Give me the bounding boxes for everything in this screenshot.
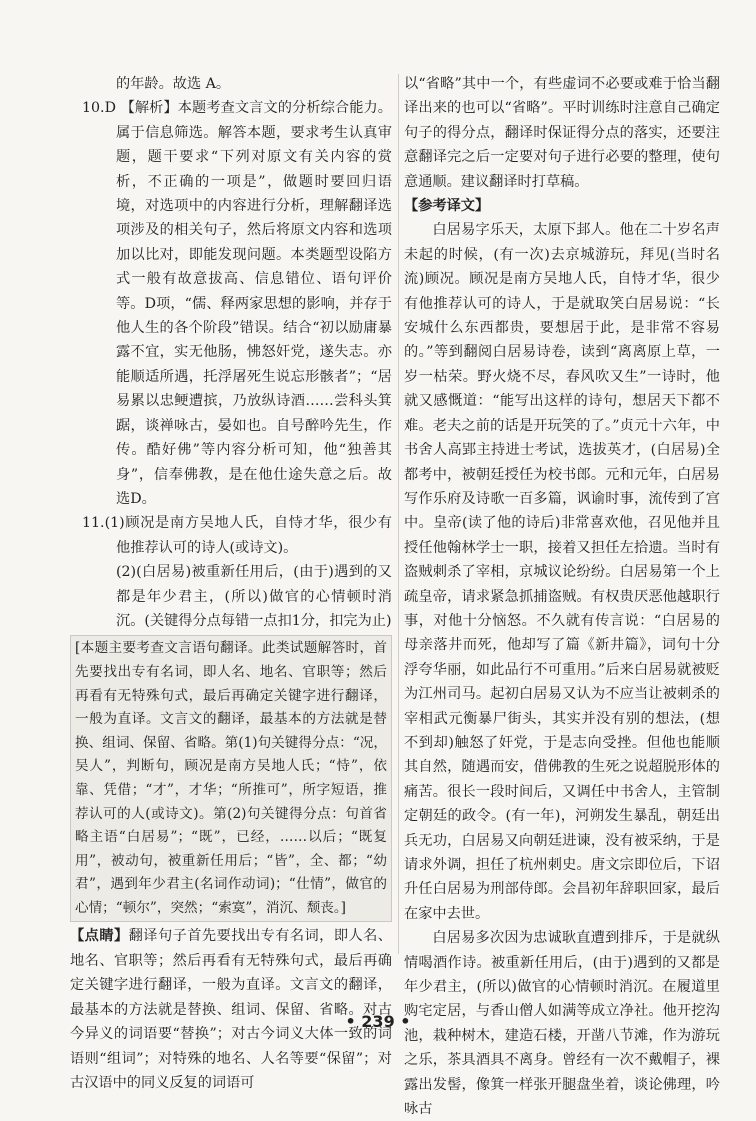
- page-number: • 239 •: [345, 1012, 411, 1031]
- answer-10-text: D 【解析】本题考查文言文的分析综合能力。属于信息筛选。解答本题，要求考生认真审题，题干要求“下列对原文有关内容的赏析，不正确的一项是”，做题时要回归语境，对选项中的内容进行分析，理解翻译选项涉及的相关句子，然后将原文内容和选项加以比对，即能发现问题。本类题型设陷方式一般有故意拔高、信息错位、语句评价等。D项，“儒、释两家思想的影响，并存于他人生的各个阶段”错误。结合“初以励庸暴露不宜，实无他肠，怫怒奸党，遂失志。亦能顺适所遇，托浮屠死生说忘形骸者”；“居易累以忠鲠遭摈，乃放纵诗酒……尝科头箕踞，谈禅咏古，晏如也。自号醉吟先生，作传。酷好佛”等内容分析可知，他“独善其身”，信奉佛教，是在他仕途失意之后。故选D。: [104, 100, 392, 507]
- answer-11-part1: (1)顾况是南方吴地人氏，自恃才华，很少有他推荐认可的诗人(或诗文)。: [104, 515, 392, 556]
- translation-paragraph-2: 白居易多次因为忠诚耿直遭到排斥，于是就纵情喝酒作诗。被重新任用后，(由于)遇到的又都是年少君主，(所以)做官的心情顿时消沉。在履道里购宅定居，与香山僧人如满等成立净社。他开挖沟池，栽种树木，建造石楼，开凿八节滩，作为游玩之乐，茶具酒具不离身。曾经有一次不戴帽子，裸露出发髻，像箕一样张开腿盘坐着，谈论佛理，吟咏古: [404, 930, 720, 1118]
- question-number-10: 10.: [82, 100, 105, 117]
- right-column: [404, 72, 720, 1121]
- tip-text: 翻译句子首先要找出专有名词，即人名、地名、官职等；然后再看有无特殊句式，最后再确定关键字进行翻译，一般为直译。文言文的翻译，最基本的方法就是替换、组词、保留、省略。对古今异义的词语要“替换”；对古今词义大体一致的词语则“组词”；对特殊的地名、人名等要“保留”；对古汉语中的同义反复的词语可: [70, 928, 392, 1091]
- answer-11-a: [70, 511, 392, 560]
- question-number-11: 11.: [82, 515, 105, 532]
- answer-9-tail: 的年龄。故选 A。: [116, 76, 231, 92]
- tip-paragraph: [70, 924, 392, 1095]
- tip-tag: 【点睛】: [70, 928, 129, 945]
- answer-11-part2: (2)(白居易)被重新任用后，(由于)遇到的又都是年少君主，(所以)做官的心情顿时消沉。(关键得分点每错一点扣1分，扣完为止): [116, 564, 392, 629]
- left-column: [70, 72, 392, 1095]
- analysis-box: [本题主要考查文言语句翻译。此类试题解答时，首先要找出专有名词，即人名、地名、官职等；然后再看有无特殊句式，最后再确定关键字进行翻译，一般为直译。文言文的翻译，最基本的方法就是替换、组词、保留、省略。第(1)句关键得分点：“况，吴人”，判断句，顾况是南方吴地人氏；“恃”，依靠、凭借；“才”，才华；“所推可”，所字短语，推荐认可的人(或诗文)。第(2)句关键得分点：句首省略主语“白居易”；“既”，已经，……以后；“既复用”，被动句，被重新任用后；“皆”，全、都；“幼君”，遇到年少君主(名词作动词)；“仕情”，做官的心情；“顿尔”，突然；“索寞”，消沉、颓丧。]: [70, 635, 392, 922]
- reference-translation-tag: 【参考译文】: [404, 198, 490, 215]
- column-divider: [398, 74, 399, 954]
- translation-paragraph-1: 白居易字乐天，太原下邽人。他在二十岁名声未起的时候，(有一次)去京城游玩，拜见(当时名流)顾况。顾况是南方吴地人氏，自恃才华，很少有他推荐认可的诗人，于是就取笑白居易说：“长安城什么东西都贵，要想居于此，是非常不容易的。”等到翻阅白居易诗卷，读到“离离原上草，一岁一枯荣。野火烧不尽，春风吹又生”一诗时，他就又感慨道：“能写出这样的诗句，想居天下都不难。老夫之前的话是开玩笑的了。”贞元十六年，中书舍人高郢主持进士考试，选拔英才，(白居易)全都考中，被朝廷授任为校书郎。元和元年，白居易写作乐府及诗歌一百多篇，讽谕时事，流传到了宫中。皇帝(读了他的诗后)非常喜欢他，召见他并且授任他翰林学士一职，接着又担任左拾遗。当时有盗贼刺杀了宰相，京城议论纷纷。白居易第一个上疏皇帝，请求紧急抓捕盗贼。有权贵厌恶他越职行事，对他十分恼怒。不久就有传言说：“白居易的母亲落井而死，他却写了篇《新井篇》，词句十分浮夸华丽，如此品行不可重用。”后来白居易就被贬为江州司马。起初白居易又认为不应当让被刺杀的宰相武元衡暴尸街头，其实并没有别的想法，(想不到却)触怒了奸党，于是志向受挫。但他也能顺其自然，随遇而安，借佛教的生死之说超脱形体的痛苦。很长一段时间后，又调任中书舍人，主管制定朝廷的政令。(有一年)，河朔发生暴乱，朝廷出兵无功，白居易又向朝廷进谏，没有被采纳，于是请求外调，担任了杭州刺史。唐文宗即位后，下诏升任白居易为刑部侍郎。会昌初年辞职回家，最后在家中去世。: [404, 222, 720, 922]
- answer-10: [70, 96, 392, 511]
- tip-continuation: 以“省略”其中一个，有些虚词不必要或难于恰当翻译出来的也可以“省略”。平时训练时注意自己确定句子的得分点，翻译时保证得分点的落实，还要注意翻译完之后一定要对句子进行必要的整理，使句意通顺。建议翻译时打草稿。: [404, 76, 720, 190]
